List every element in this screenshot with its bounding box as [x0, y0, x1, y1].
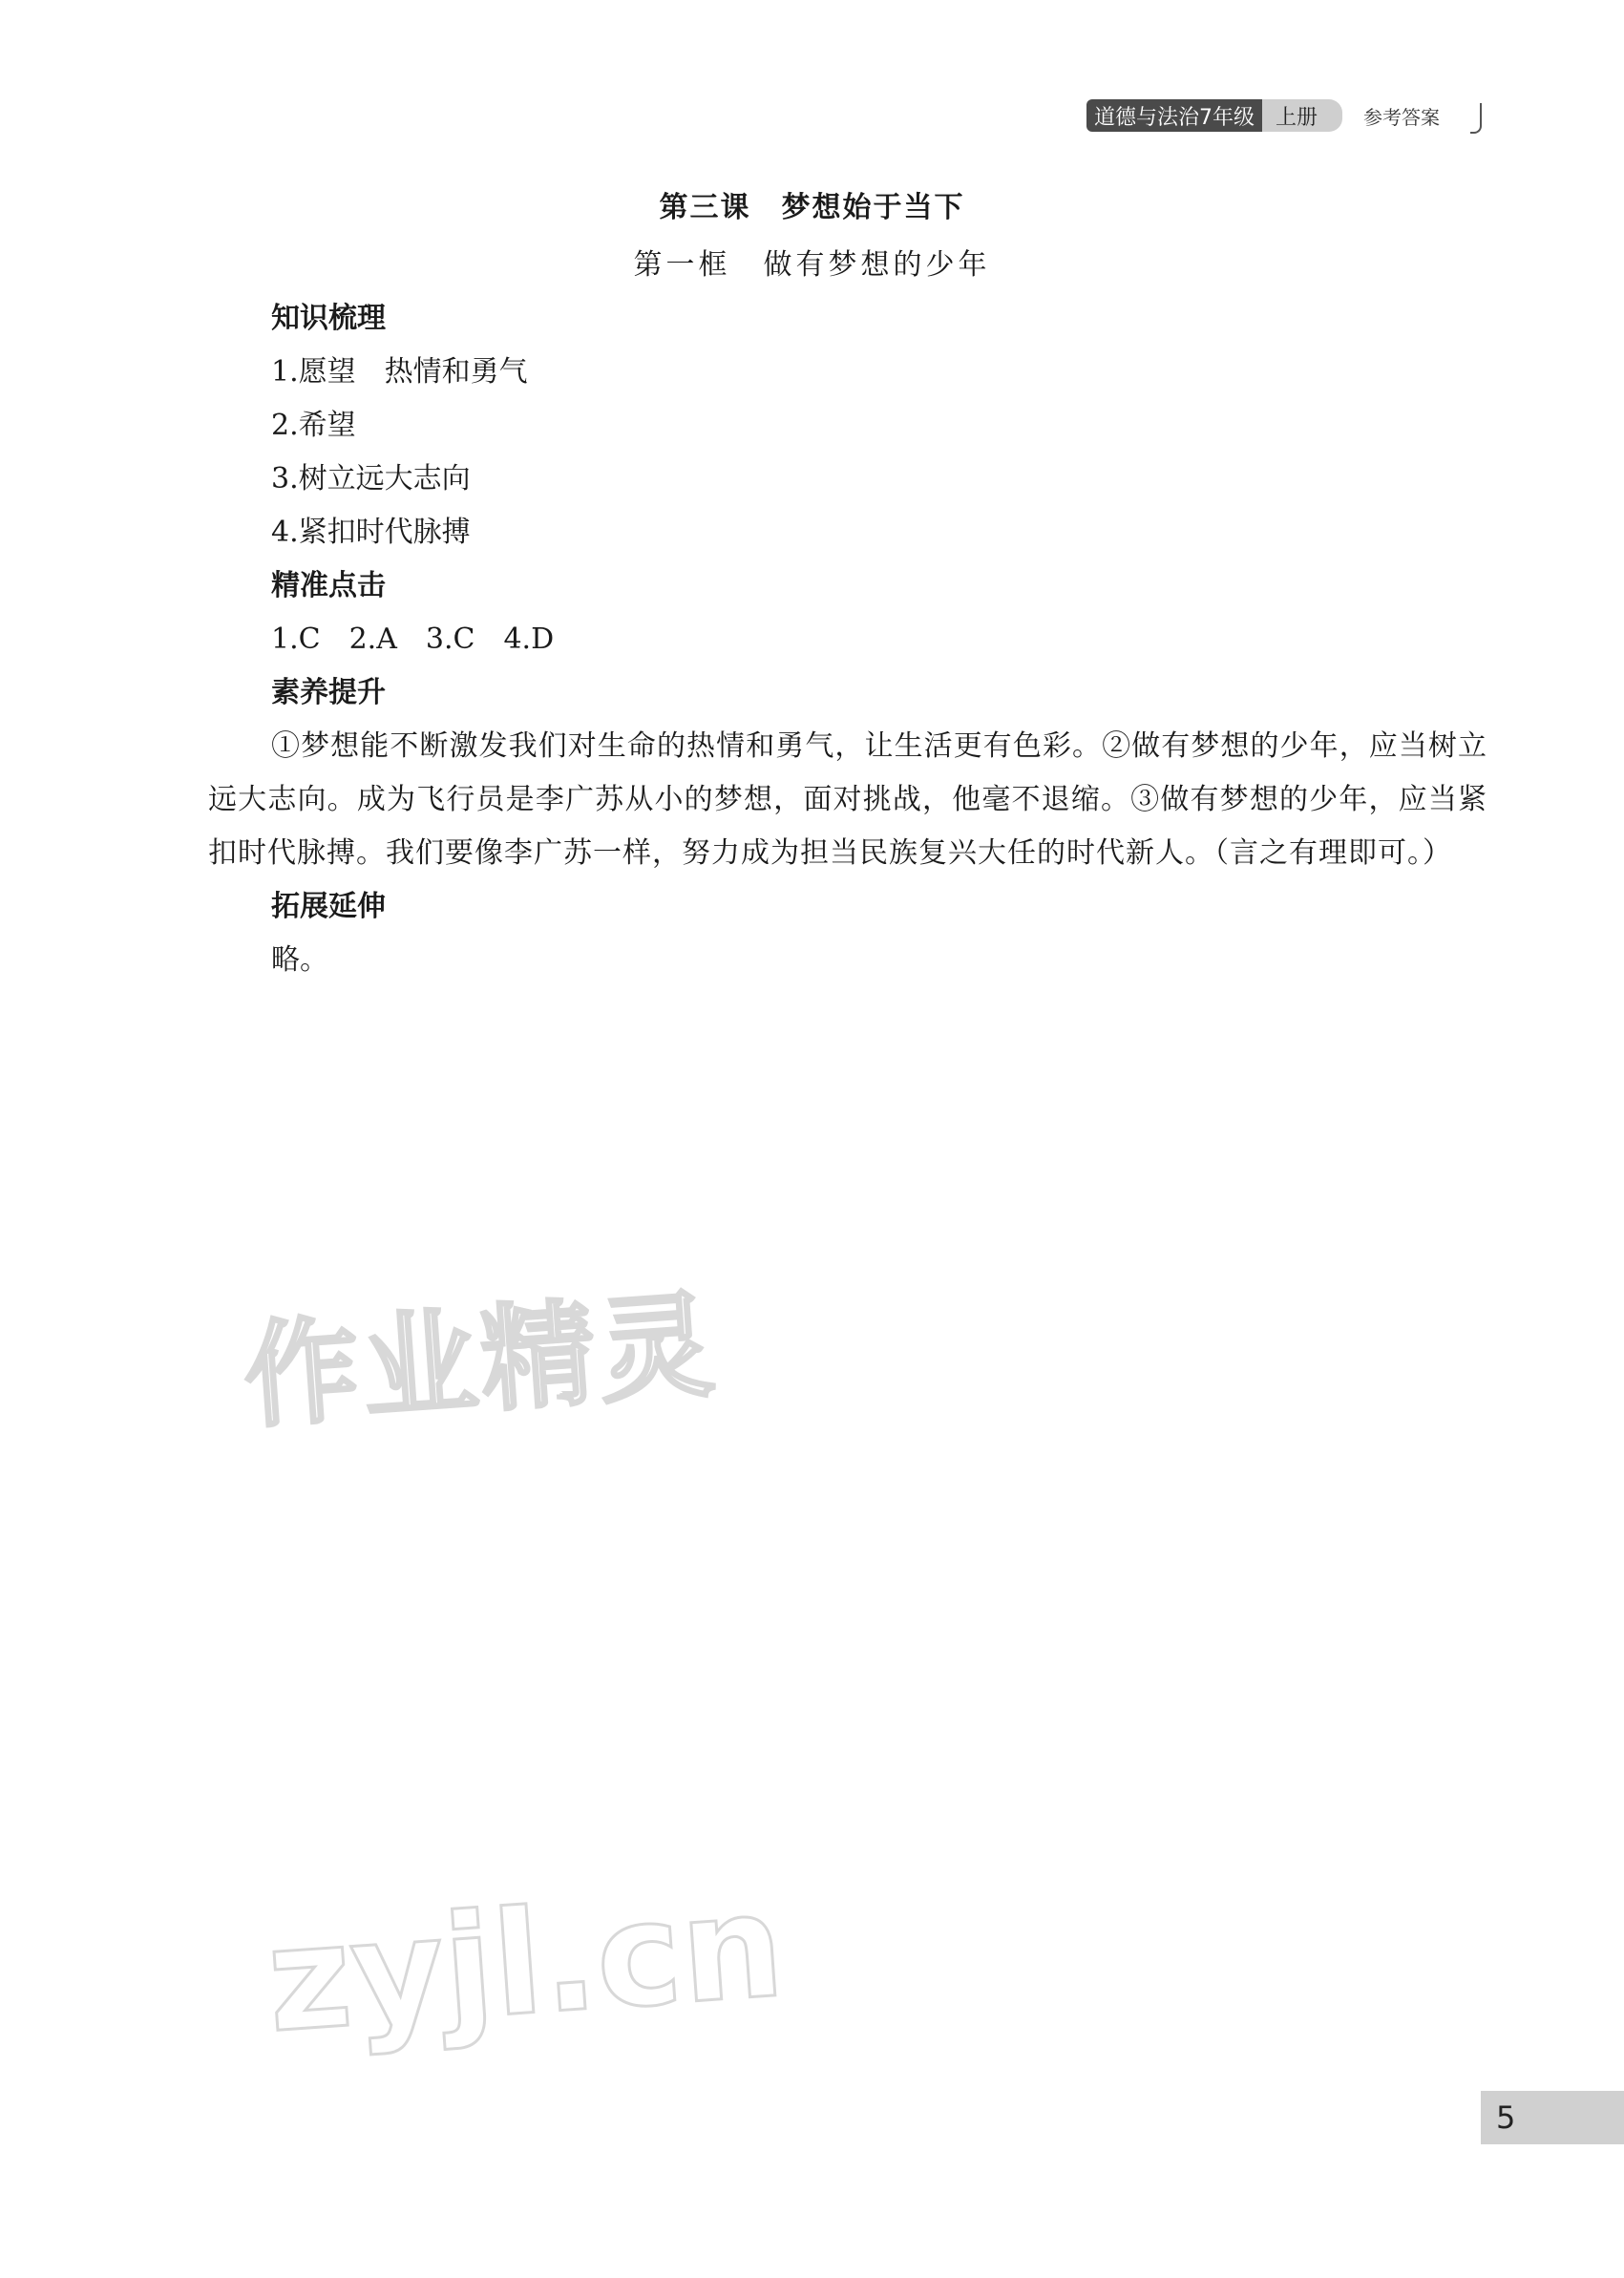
- literacy-paragraph: ①梦想能不断激发我们对生命的热情和勇气，让生活更有色彩。②做有梦想的少年，应当树立远大志向。成为飞行员是李广苏从小的梦想，面对挑战，他毫不退缩。③做有梦想的少年，应当紧扣时代脉搏。我们要像李广苏一样，努力成为担当民族复兴大任的时代新人。（言之有理即可。）: [208, 729, 1487, 870]
- lesson-title: 第三课 梦想始于当下: [659, 191, 965, 224]
- section-heading-extension: 拓展延伸: [271, 890, 386, 923]
- watermark-text-bottom: zyjl.cn: [262, 1863, 790, 2065]
- header-subject: 道德与法治7年级: [1086, 99, 1262, 132]
- answer-content: [208, 292, 1487, 987]
- precise-answers: 1.C 2.A 3.C 4.D: [271, 622, 555, 656]
- page-number: 5: [1481, 2091, 1624, 2144]
- extension-text: 略。: [271, 943, 328, 977]
- header-volume: 上册: [1262, 99, 1342, 132]
- header-answer-label: 参考答案: [1363, 105, 1441, 129]
- frame-title: 第一框 做有梦想的少年: [633, 248, 991, 282]
- section-heading-knowledge: 知识梳理: [271, 302, 386, 335]
- knowledge-item: 4.紧扣时代脉搏: [271, 516, 471, 549]
- section-heading-precise: 精准点击: [271, 569, 386, 602]
- watermark-text-top: 作业精灵: [240, 1278, 722, 1445]
- header-bracket-decoration: [1470, 103, 1482, 134]
- knowledge-item: 3.树立远大志向: [271, 462, 471, 496]
- header-tab: [1086, 99, 1453, 132]
- knowledge-item: 2.希望: [271, 409, 356, 442]
- section-heading-literacy: 素养提升: [271, 676, 386, 709]
- knowledge-item: 1.愿望 热情和勇气: [271, 355, 528, 389]
